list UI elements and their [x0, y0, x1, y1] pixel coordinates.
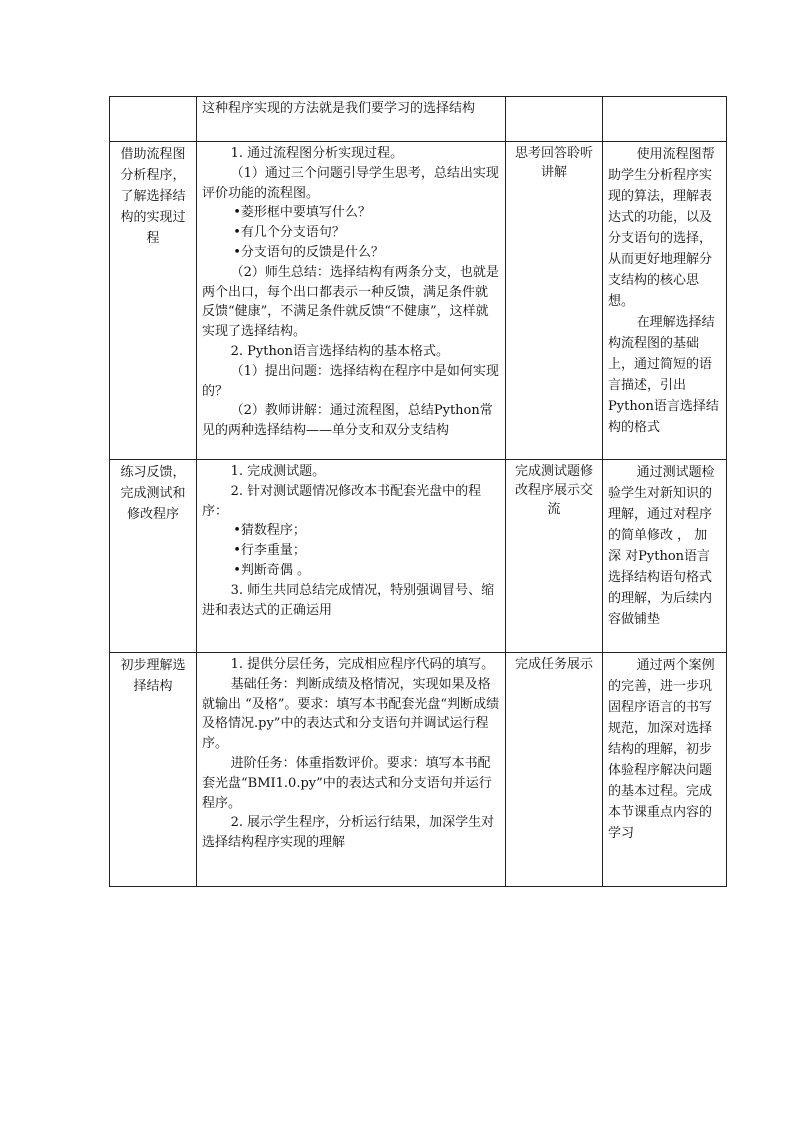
content-cell: [197, 460, 506, 653]
bullet-item: •分支语句的反馈是什么？: [233, 244, 384, 260]
activity-cell: 完成任务展示: [506, 653, 603, 887]
step-cell: 练习反馈，完成测试和修改程序: [110, 460, 197, 653]
content-cell: [197, 142, 506, 460]
content-paragraph: 进阶任务：体重指数评价。要求：填写本书配套光盘“BMI1.0.py”中的表达式和分支语句并运行程序。: [202, 755, 492, 811]
content-paragraph: 这种程序实现的方法就是我们要学习的选择结构: [202, 101, 476, 116]
content-paragraph: 1. 完成测试题。: [230, 464, 326, 479]
bullet-item: •有几个分支语句？: [233, 225, 345, 241]
intent-paragraph: 通过两个案例的完善，进一步巩固程序语言的书写规范，加深对选择结构的理解，初步体验程序解决问题的基本过程。完成本节课重点内容的学习: [608, 658, 715, 841]
content-paragraph: 3. 师生共同总结完成情况，特别强调冒号、缩进和表达式的正确运用: [202, 582, 495, 618]
content-paragraph: （2）师生总结：选择结构有两条分支，也就是两个出口，每个出口都表示一种反馈，满足条件就反馈“健康”，不满足条件就反馈“不健康”，这样就实现了选择结构。: [202, 264, 499, 340]
table-row: [110, 460, 727, 653]
content-paragraph: 2. Python语言选择结构的基本格式。: [230, 343, 450, 359]
activity-cell: 完成测试题修改程序展示交流: [506, 460, 603, 653]
content-paragraph: （2）教师讲解：通过流程图，总结Python常见的两种选择结构——单分支和双分支结构: [202, 403, 493, 439]
content-paragraph: （1）提出问题：选择结构在程序中是如何实现的？: [202, 363, 499, 399]
intent-paragraph: 使用流程图帮助学生分析程序实现的算法，理解表达式的功能，以及分支语句的选择，从而更好地理解分支结构的核心思想。: [608, 147, 715, 309]
intent-paragraph: 在理解选择结构流程图的基础上，通过简短的语言描述，引出Python语言选择结构的格式: [608, 315, 719, 435]
content-cell: [197, 653, 506, 887]
table-row: [110, 142, 727, 460]
step-cell: 借助流程图分析程序，了解选择结构的实现过程: [110, 142, 197, 460]
lesson-plan-table: [109, 96, 727, 887]
table-row: [110, 653, 727, 887]
content-paragraph: 2. 展示学生程序，分析运行结果，加深学生对选择结构程序实现的理解: [202, 815, 495, 851]
intent-paragraph: 通过测试题检验学生对新知识的理解，通过对程序的简单修改 ， 加 深 对Python语言选择结构语句格式的理解，为后续内容做铺垫: [608, 465, 715, 627]
activity-cell: [506, 97, 603, 142]
content-paragraph: （1）通过三个问题引导学生思考，总结出实现评价功能的流程图。: [202, 165, 499, 201]
bullet-item: •菱形框中要填写什么？: [233, 205, 371, 221]
intent-cell: [603, 653, 727, 887]
bullet-item: •行李重量；: [233, 543, 306, 559]
content-paragraph: 2. 针对测试题情况修改本书配套光盘中的程序：: [202, 483, 482, 519]
intent-cell: [603, 97, 727, 142]
intent-cell: [603, 460, 727, 653]
content-cell: [197, 97, 506, 142]
bullet-item: •判断奇偶 。: [233, 562, 310, 578]
bullet-item: •猜数程序；: [233, 523, 306, 539]
content-paragraph: 基础任务：判断成绩及格情况，实现如果及格就输出 “及格”。要求：填写本书配套光盘“判断成绩及格情况.py”中的表达式和分支语句并调试运行程序。: [202, 676, 500, 752]
step-cell: 初步理解选择结构: [110, 653, 197, 887]
intent-cell: [603, 142, 727, 460]
content-paragraph: 1. 提供分层任务，完成相应程序代码的填写。: [230, 657, 495, 672]
step-cell: [110, 97, 197, 142]
activity-cell: 思考回答聆听讲解: [506, 142, 603, 460]
table-row: [110, 97, 727, 142]
content-paragraph: 1. 通过流程图分析实现过程。: [230, 146, 404, 161]
